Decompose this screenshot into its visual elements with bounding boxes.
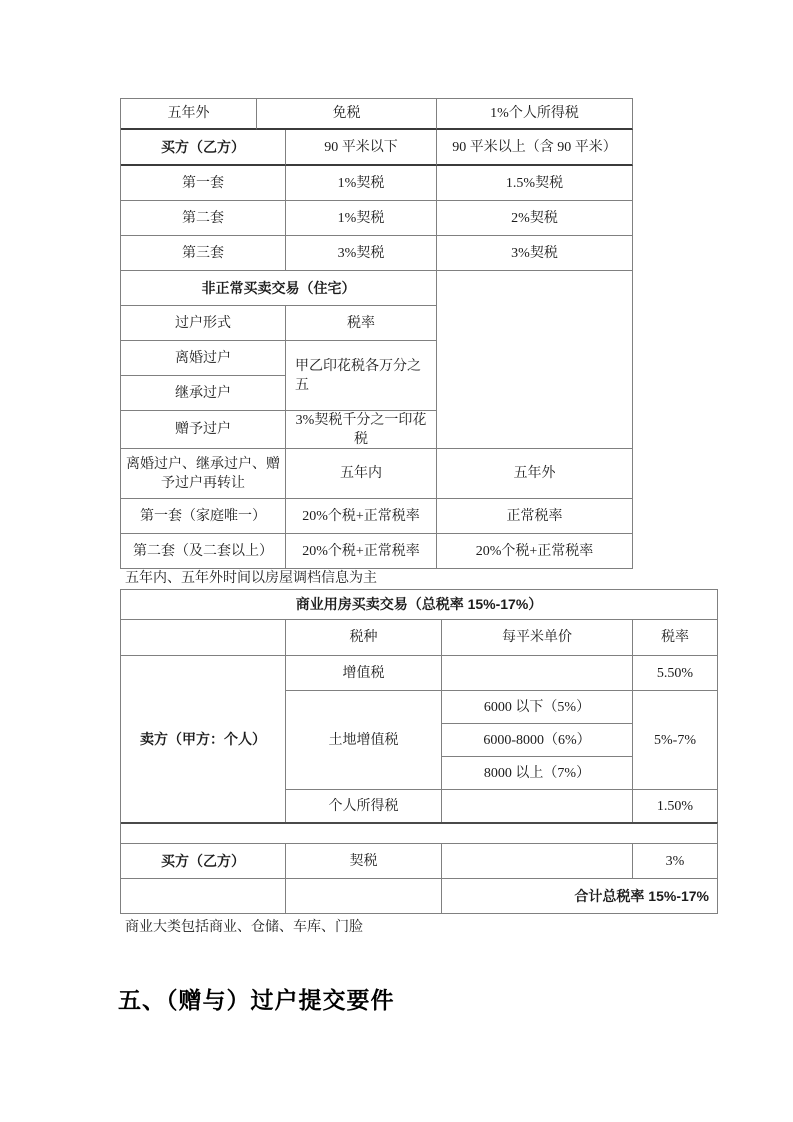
cell-resale-header-label: 离婚过户、继承过户、赠予过户再转让 bbox=[121, 449, 286, 499]
cell-third-home-under90: 3%契税 bbox=[286, 236, 437, 271]
residential-table-note: 五年内、五年外时间以房屋调档信息为主 bbox=[125, 571, 377, 586]
cell-vat-rate: 5.50% bbox=[633, 656, 718, 691]
cell-land-vat-name: 土地增值税 bbox=[286, 691, 442, 790]
residential-tax-table bbox=[120, 98, 633, 569]
cell-deed-tax-name: 契税 bbox=[286, 844, 442, 879]
cell-income-tax-rate: 1.50% bbox=[633, 790, 718, 824]
cell-header-tax-type: 税种 bbox=[286, 620, 442, 656]
cell-first-home-label: 第一套 bbox=[121, 166, 286, 201]
cell-second-home-under90: 1%契税 bbox=[286, 201, 437, 236]
cell-third-home-label: 第三套 bbox=[121, 236, 286, 271]
cell-header-rate: 税率 bbox=[633, 620, 718, 656]
commercial-table-note: 商业大类包括商业、仓储、车库、门脸 bbox=[125, 920, 363, 935]
cell-vat-name: 增值税 bbox=[286, 656, 442, 691]
cell-second-home-label: 第二套 bbox=[121, 201, 286, 236]
cell-resale-header-beyond5: 五年外 bbox=[437, 449, 633, 499]
cell-buyer-header-over90: 90 平米以上（含 90 平米） bbox=[437, 130, 633, 166]
cell-commercial-header-empty bbox=[121, 620, 286, 656]
section-heading: 五、（赠与）过户提交要件 bbox=[118, 987, 395, 1013]
cell-second-home-over90: 2%契税 bbox=[437, 201, 633, 236]
cell-third-home-over90: 3%契税 bbox=[437, 236, 633, 271]
cell-commercial-title: 商业用房买卖交易（总税率 15%-17%） bbox=[121, 590, 718, 620]
cell-buyer-label: 买方（乙方） bbox=[121, 844, 286, 879]
cell-total-empty2 bbox=[286, 879, 442, 914]
cell-resale-second-beyond5: 20%个税+正常税率 bbox=[437, 534, 633, 569]
cell-resale-header-within5: 五年内 bbox=[286, 449, 437, 499]
cell-deed-tax-price-empty bbox=[442, 844, 633, 879]
cell-land-vat-tier1: 6000 以下（5%） bbox=[442, 691, 633, 724]
cell-first-home-under90: 1%契税 bbox=[286, 166, 437, 201]
cell-over5-label: 五年外 bbox=[121, 99, 257, 130]
cell-resale-second-label: 第二套（及二套以上） bbox=[121, 534, 286, 569]
cell-resale-second-within5: 20%个税+正常税率 bbox=[286, 534, 437, 569]
cell-stamp-duty-note: 甲乙印花税各万分之五 bbox=[286, 341, 437, 411]
cell-buyer-header-label: 买方（乙方） bbox=[121, 130, 286, 166]
cell-form-header-rate: 税率 bbox=[286, 306, 437, 341]
cell-deed-tax-rate: 3% bbox=[633, 844, 718, 879]
cell-total-empty1 bbox=[121, 879, 286, 914]
cell-total-label: 合计总税率 15%-17% bbox=[442, 879, 718, 914]
cell-divorce-label: 离婚过户 bbox=[121, 341, 286, 376]
cell-header-unit-price: 每平米单价 bbox=[442, 620, 633, 656]
commercial-tax-table bbox=[120, 589, 718, 914]
cell-first-home-over90: 1.5%契税 bbox=[437, 166, 633, 201]
cell-vat-price-empty bbox=[442, 656, 633, 691]
cell-spacer-row bbox=[121, 822, 718, 844]
cell-income-tax-price-empty bbox=[442, 790, 633, 824]
cell-inherit-label: 继承过户 bbox=[121, 376, 286, 411]
cell-income-tax-name: 个人所得税 bbox=[286, 790, 442, 824]
cell-resale-first-within5: 20%个税+正常税率 bbox=[286, 499, 437, 534]
cell-over5-vat: 免税 bbox=[257, 99, 437, 130]
cell-abnormal-header: 非正常买卖交易（住宅） bbox=[121, 271, 437, 306]
cell-abnormal-empty bbox=[437, 271, 633, 449]
cell-resale-first-beyond5: 正常税率 bbox=[437, 499, 633, 534]
cell-gift-rate: 3%契税千分之一印花税 bbox=[286, 411, 437, 449]
cell-resale-first-label: 第一套（家庭唯一） bbox=[121, 499, 286, 534]
cell-buyer-header-under90: 90 平米以下 bbox=[286, 130, 437, 166]
cell-land-vat-rate: 5%-7% bbox=[633, 691, 718, 790]
cell-land-vat-tier2: 6000-8000（6%） bbox=[442, 724, 633, 757]
cell-seller-label: 卖方（甲方：个人） bbox=[121, 656, 286, 824]
cell-over5-income-tax: 1%个人所得税 bbox=[437, 99, 633, 130]
cell-form-header-label: 过户形式 bbox=[121, 306, 286, 341]
cell-land-vat-tier3: 8000 以上（7%） bbox=[442, 757, 633, 790]
cell-gift-label: 赠予过户 bbox=[121, 411, 286, 449]
